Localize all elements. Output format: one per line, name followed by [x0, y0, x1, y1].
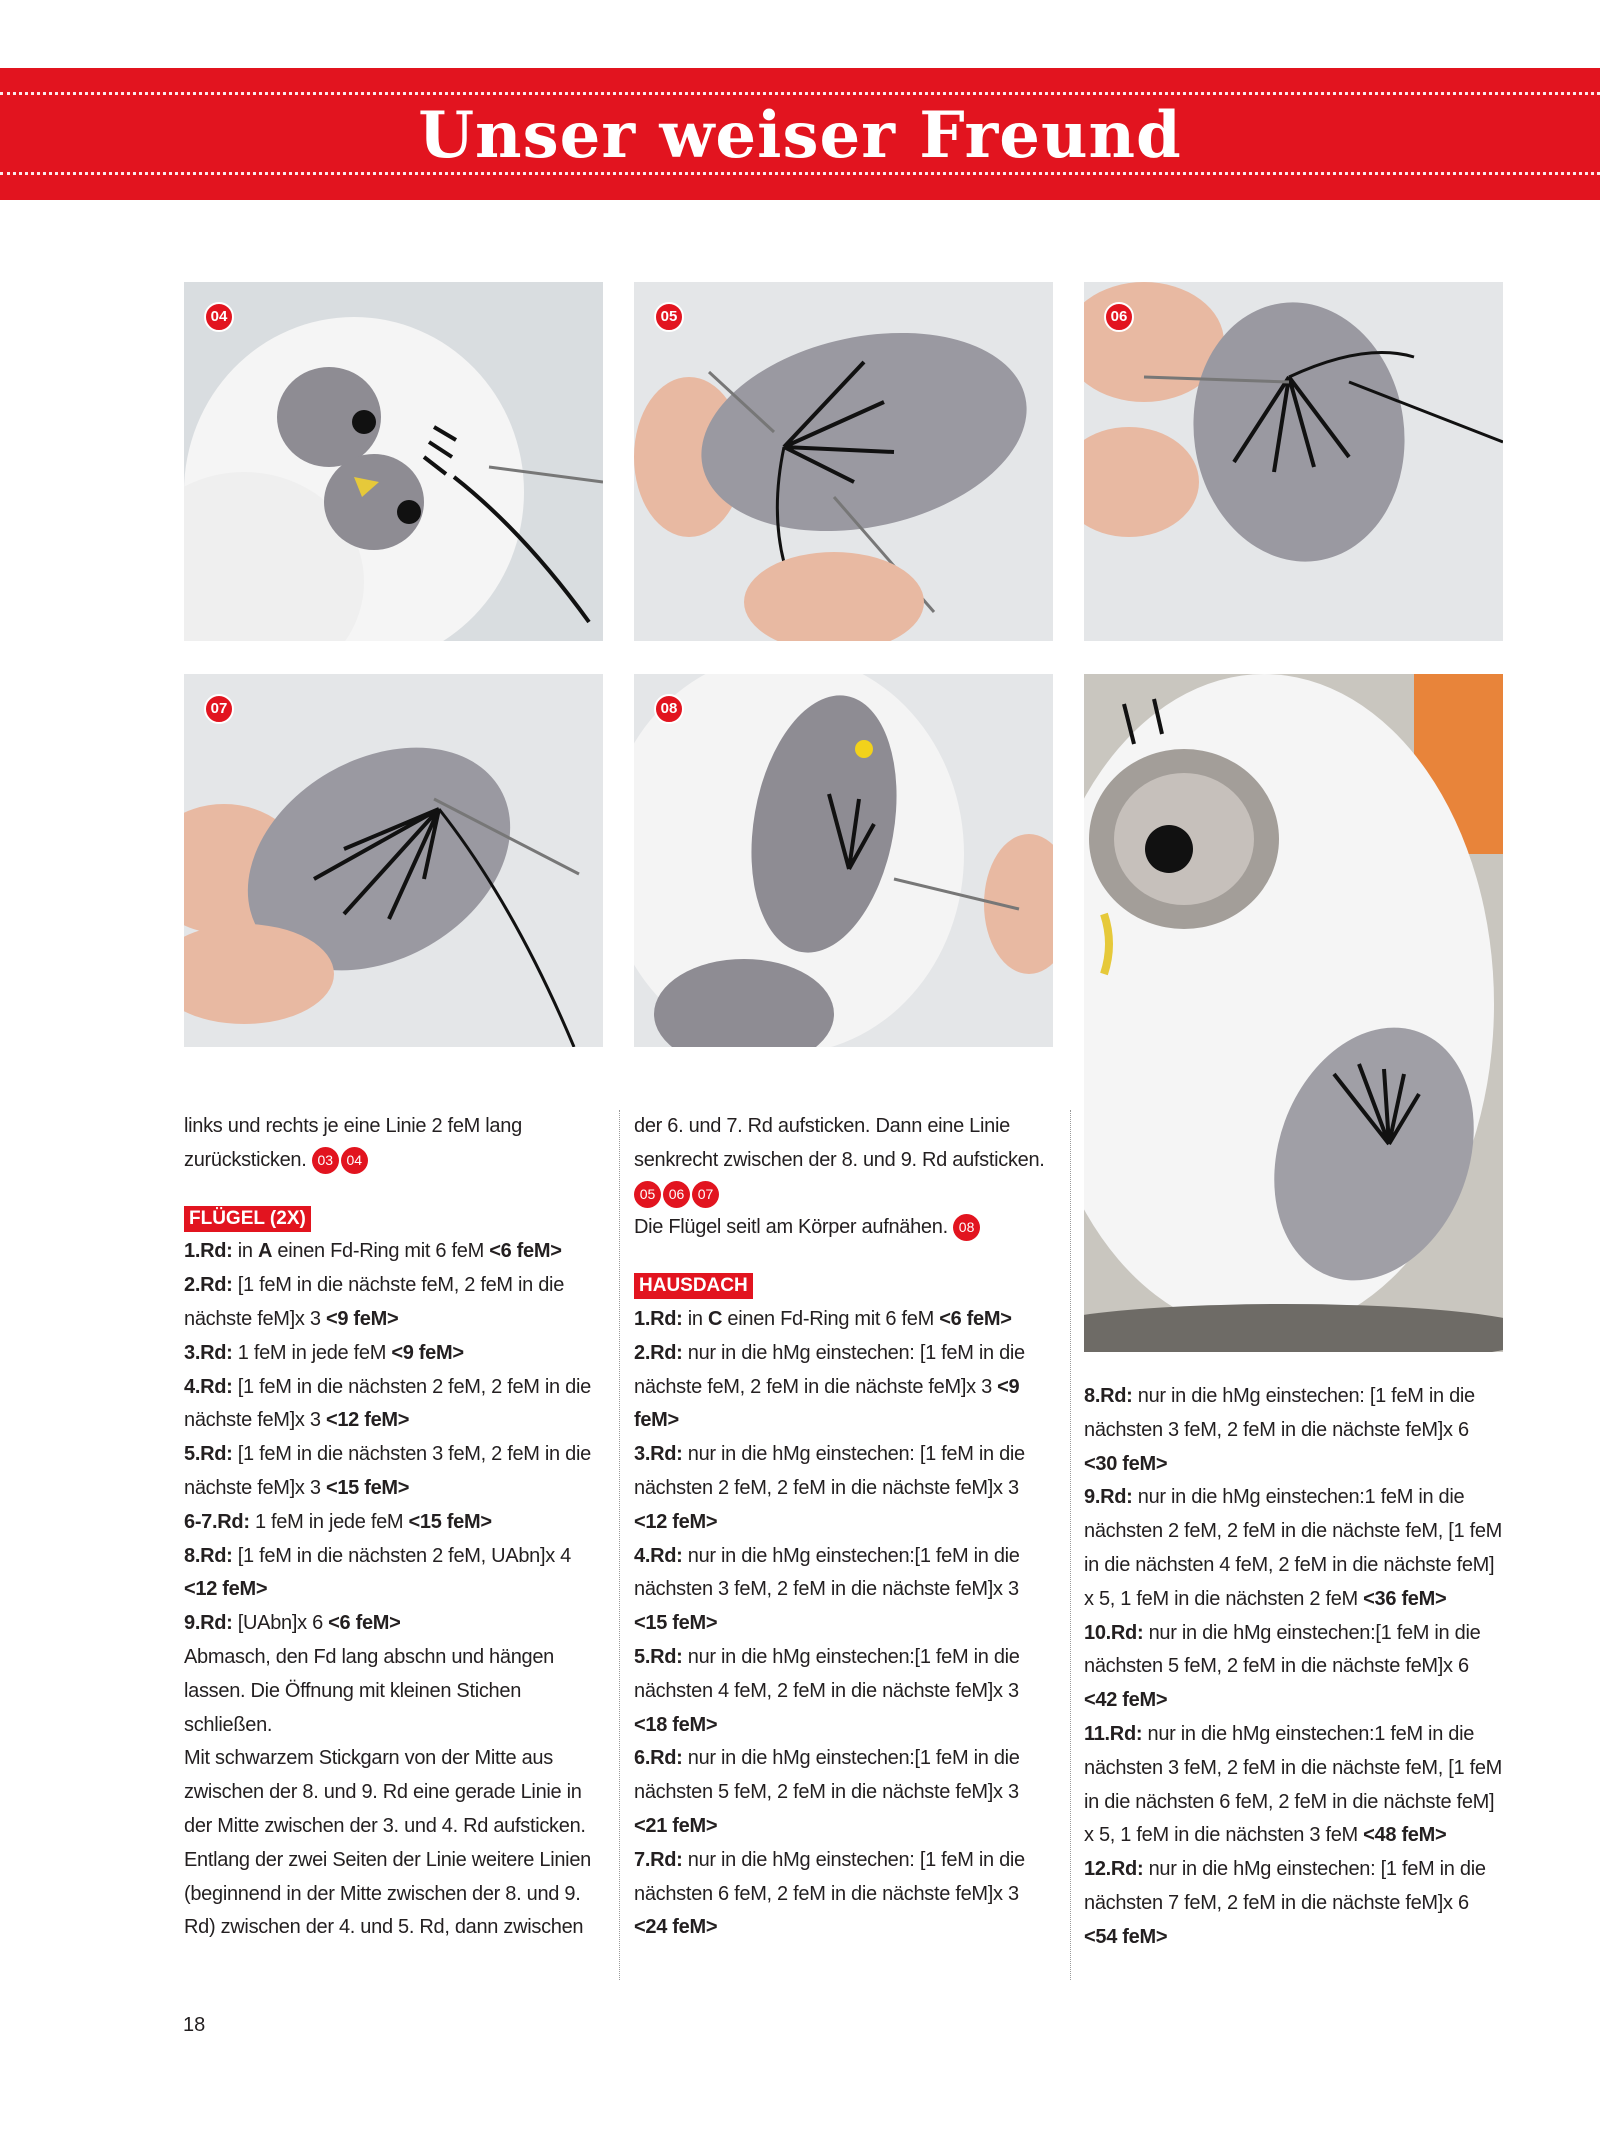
title-band — [0, 68, 1600, 200]
round-row: 8.Rd: [1 feM in die nächsten 2 feM, UAbn]x 4 <12 feM> — [184, 1544, 572, 1601]
round-row: 10.Rd: nur in die hMg einstechen:[1 feM in die nächsten 5 feM, 2 feM in die nächste feM]x 6 <42 feM> — [1084, 1621, 1481, 1712]
step-badge: 06 — [1104, 302, 1134, 332]
photo-step-07 — [184, 674, 603, 1047]
embroidery-paragraph: Mit schwarzem Stickgarn von der Mitte aus zwischen der 8. und 9. Rd eine gerade Linie in der Mitte zwischen der 3. und 4. Rd aufsticken. Entlang der zwei Seiten der Linie weitere Linien (beginnend in der Mitte zwischen der 8. und 9. Rd) zwischen der 4. und 5. Rd, dann zwischen — [184, 1747, 591, 1939]
round-row: 3.Rd: 1 feM in jede feM <9 feM> — [184, 1341, 464, 1364]
attach-paragraph: Die Flügel seitl am Körper aufnähen. 08 — [634, 1211, 1056, 1245]
owl-side-view-image — [1084, 674, 1503, 1352]
photo-step-05 — [634, 282, 1053, 641]
round-row: 9.Rd: [UAbn]x 6 <6 feM> — [184, 1612, 401, 1635]
step-ref-badge: 04 — [341, 1147, 368, 1174]
step-ref-badge: 08 — [953, 1214, 980, 1241]
round-row: 4.Rd: [1 feM in die nächsten 2 feM, 2 feM in die nächste feM]x 3 <12 feM> — [184, 1375, 591, 1432]
title-top-dotted-rule — [0, 92, 1600, 95]
photo-step-06 — [1084, 282, 1503, 641]
round-row: 1.Rd: in C einen Fd-Ring mit 6 feM <6 feM> — [634, 1307, 1012, 1330]
text-column-3 — [1084, 1380, 1506, 1955]
owl-face-embroidery-image — [184, 282, 603, 641]
page-title: Unser weiser Freund — [418, 98, 1182, 173]
text-column-2 — [634, 1110, 1056, 1945]
finishing-paragraph: Abmasch, den Fd lang abschn und hängen lassen. Die Öffnung mit kleinen Stichen schließen. — [184, 1645, 554, 1736]
page-number: 18 — [183, 2014, 206, 2036]
wing-attaching-image — [634, 674, 1053, 1047]
intro-paragraph: links und rechts je eine Linie 2 feM lang zurücksticken. 03 04 — [184, 1110, 606, 1178]
step-badge: 07 — [204, 694, 234, 724]
embroidery-continued-paragraph: der 6. und 7. Rd aufsticken. Dann eine Linie senkrecht zwischen der 8. und 9. Rd aufsticken. 05 06 07 — [634, 1110, 1056, 1211]
step-ref-badge: 05 — [634, 1181, 661, 1208]
column-separator — [619, 1110, 620, 1980]
section-heading-hausdach: HAUSDACH — [634, 1273, 753, 1299]
round-row: 6.Rd: nur in die hMg einstechen:[1 feM in die nächsten 5 feM, 2 feM in die nächste feM]x 3 <21 feM> — [634, 1747, 1020, 1837]
wing-stitching-image — [1084, 282, 1503, 641]
wing-stitching-image — [184, 674, 603, 1047]
round-row: 5.Rd: [1 feM in die nächsten 3 feM, 2 feM in die nächste feM]x 3 <15 feM> — [184, 1443, 591, 1499]
photo-step-08 — [634, 674, 1053, 1047]
column-separator — [1070, 1110, 1071, 1980]
step-badge: 08 — [654, 694, 684, 724]
round-row: 3.Rd: nur in die hMg einstechen: [1 feM in die nächsten 2 feM, 2 feM in die nächste feM]x 3 <12 feM> — [634, 1443, 1025, 1533]
step-badge: 05 — [654, 302, 684, 332]
round-row: 4.Rd: nur in die hMg einstechen:[1 feM in die nächsten 3 feM, 2 feM in die nächste feM]x 3 <15 feM> — [634, 1544, 1020, 1635]
round-row: 6-7.Rd: 1 feM in jede feM <15 feM> — [184, 1510, 492, 1533]
round-row: 12.Rd: nur in die hMg einstechen: [1 feM in die nächsten 7 feM, 2 feM in die nächste feM]x 6 <54 feM> — [1084, 1858, 1486, 1948]
round-row: 2.Rd: [1 feM in die nächste feM, 2 feM in die nächste feM]x 3 <9 feM> — [184, 1274, 565, 1330]
photo-owl-finished — [1084, 674, 1503, 1352]
step-ref-badge: 03 — [312, 1147, 339, 1174]
round-row: 1.Rd: in A einen Fd-Ring mit 6 feM <6 feM> — [184, 1240, 562, 1263]
text-column-1 — [184, 1110, 606, 1945]
photo-step-04 — [184, 282, 603, 641]
step-badge: 04 — [204, 302, 234, 332]
round-row: 11.Rd: nur in die hMg einstechen:1 feM in die nächsten 3 feM, 2 feM in die nächste feM, [1 feM in die nächsten 6 feM, 2 feM in die nächste feM] x 5, 1 feM in die nächsten 3 feM <48 feM> — [1084, 1722, 1503, 1847]
section-heading-fluegel: FLÜGEL (2X) — [184, 1206, 311, 1232]
round-row: 2.Rd: nur in die hMg einstechen: [1 feM in die nächste feM, 2 feM in die nächste feM]x 3 <9 feM> — [634, 1341, 1025, 1432]
wing-stitching-image — [634, 282, 1053, 641]
round-row: 7.Rd: nur in die hMg einstechen: [1 feM in die nächsten 6 feM, 2 feM in die nächste feM]x 3 <24 feM> — [634, 1848, 1025, 1939]
round-row: 8.Rd: nur in die hMg einstechen: [1 feM in die nächsten 3 feM, 2 feM in die nächste feM]x 6 <30 feM> — [1084, 1385, 1475, 1475]
step-ref-badge: 07 — [692, 1181, 719, 1208]
round-row: 9.Rd: nur in die hMg einstechen:1 feM in die nächsten 2 feM, 2 feM in die nächste feM, [1 feM in die nächsten 4 feM, 2 feM in die nächste feM] x 5, 1 feM in die nächsten 2 feM <36 feM> — [1084, 1486, 1503, 1610]
title-bottom-dotted-rule — [0, 172, 1600, 175]
round-row: 5.Rd: nur in die hMg einstechen:[1 feM in die nächsten 4 feM, 2 feM in die nächste feM]x 3 <18 feM> — [634, 1645, 1020, 1736]
step-ref-badge: 06 — [663, 1181, 690, 1208]
